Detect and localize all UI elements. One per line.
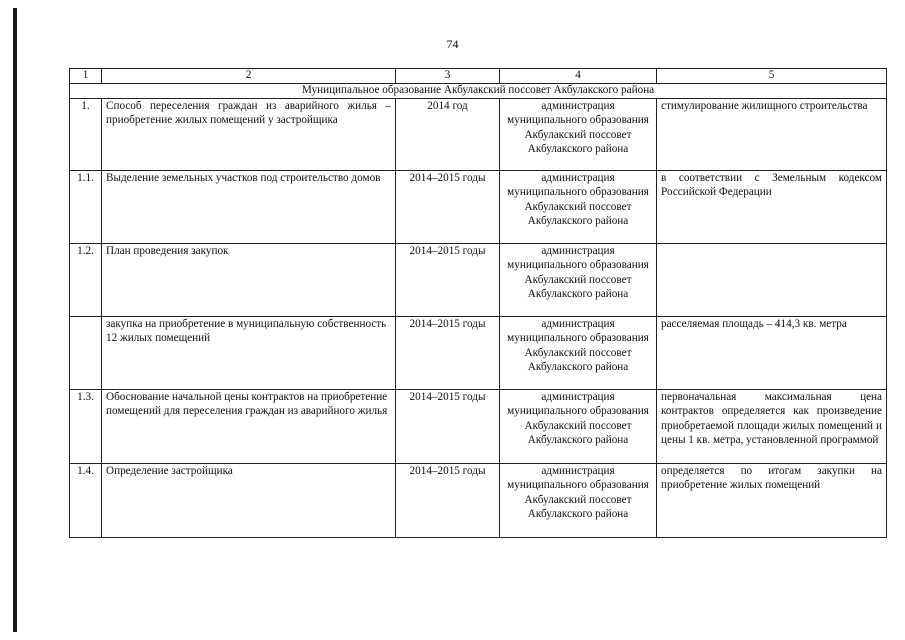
- row-period: 2014–2015 годы: [396, 317, 500, 390]
- header-col-5: 5: [657, 69, 887, 84]
- header-col-2: 2: [102, 69, 396, 84]
- table-row: [70, 390, 887, 464]
- row-description: закупка на приобретение в муниципальную собственность 12 жилых помещений: [102, 317, 396, 390]
- header-col-4: 4: [500, 69, 657, 84]
- row-description: План проведения закупок: [102, 244, 396, 317]
- row-description: Способ переселения граждан из аварийного жилья – приобретение жилых помещений у застройщика: [102, 99, 396, 171]
- scan-edge-line: [13, 8, 17, 632]
- header-col-1: 1: [70, 69, 102, 84]
- row-period: 2014 год: [396, 99, 500, 171]
- row-executor: администрация муниципального образования Акбулакский поссовет Акбулакского района: [500, 464, 657, 538]
- section-title: Муниципальное образование Акбулакский поссовет Акбулакского района: [70, 84, 887, 99]
- row-number: 1.2.: [70, 244, 102, 317]
- row-period: 2014–2015 годы: [396, 171, 500, 244]
- row-description: Обоснование начальной цены контрактов на приобретение помещений для переселения граждан из аварийного жилья: [102, 390, 396, 464]
- row-description: Выделение земельных участков под строительство домов: [102, 171, 396, 244]
- section-row: [70, 84, 887, 99]
- row-result: расселяемая площадь – 414,3 кв. метра: [657, 317, 887, 390]
- table-row: [70, 171, 887, 244]
- program-measures-table: [69, 68, 887, 538]
- row-executor: администрация муниципального образования Акбулакский поссовет Акбулакского района: [500, 317, 657, 390]
- row-executor: администрация муниципального образования Акбулакский поссовет Акбулакского района: [500, 99, 657, 171]
- row-executor: администрация муниципального образования Акбулакский поссовет Акбулакского района: [500, 244, 657, 317]
- page-number: 74: [446, 37, 459, 51]
- row-number: 1.1.: [70, 171, 102, 244]
- row-number: [70, 317, 102, 390]
- row-result: [657, 244, 887, 317]
- row-result: определяется по итогам закупки на приобретение жилых помещений: [657, 464, 887, 538]
- row-period: 2014–2015 годы: [396, 390, 500, 464]
- row-executor: администрация муниципального образования Акбулакский поссовет Акбулакского района: [500, 390, 657, 464]
- row-period: 2014–2015 годы: [396, 244, 500, 317]
- row-period: 2014–2015 годы: [396, 464, 500, 538]
- row-number: 1.3.: [70, 390, 102, 464]
- table-row: [70, 244, 887, 317]
- table-row: [70, 317, 887, 390]
- row-number: 1.: [70, 99, 102, 171]
- row-result: в соответствии с Земельным кодексом Российской Федерации: [657, 171, 887, 244]
- table-row: [70, 99, 887, 171]
- table-row: [70, 464, 887, 538]
- row-result: стимулирование жилищного строительства: [657, 99, 887, 171]
- row-number: 1.4.: [70, 464, 102, 538]
- row-executor: администрация муниципального образования Акбулакский поссовет Акбулакского района: [500, 171, 657, 244]
- header-col-3: 3: [396, 69, 500, 84]
- row-result: первоначальная максимальная цена контрактов определяется как произведение приобретаемой площади жилых помещений и цены 1 кв. метра, установленной программой: [657, 390, 887, 464]
- table-header-row: [70, 69, 887, 84]
- row-description: Определение застройщика: [102, 464, 396, 538]
